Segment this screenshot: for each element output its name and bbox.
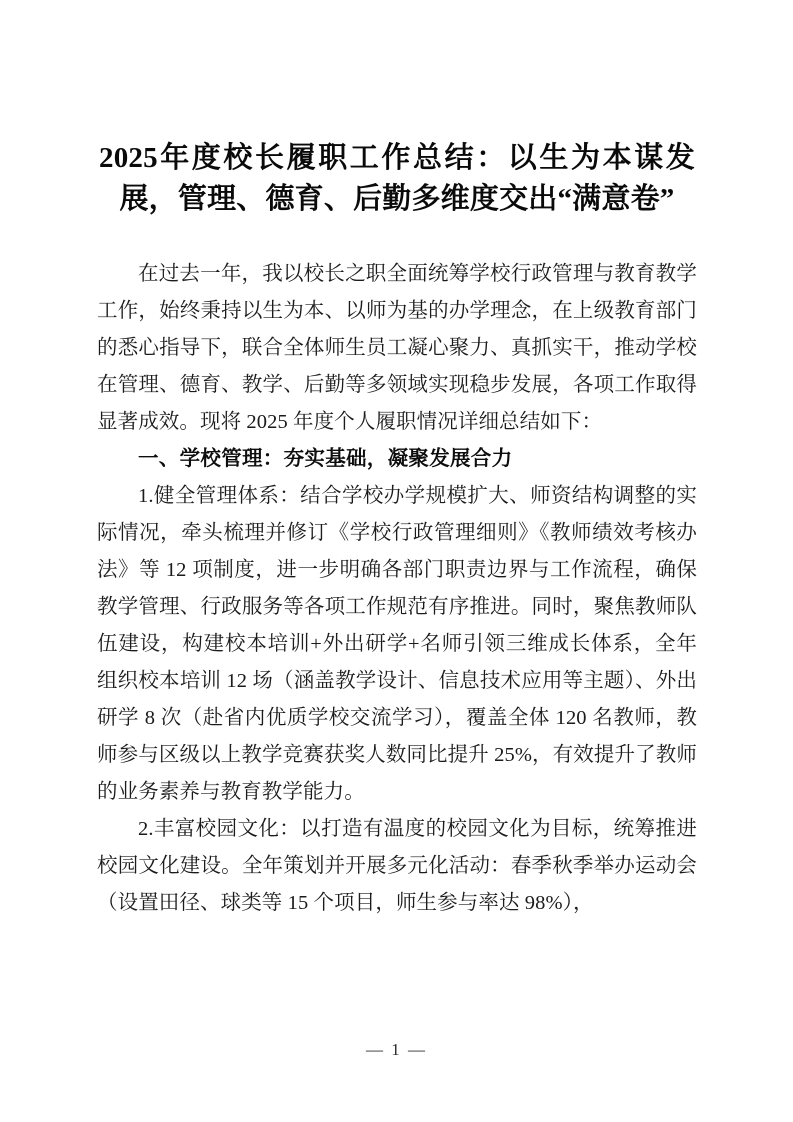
paragraph-item-1: 1.健全管理体系：结合学校办学规模扩大、师资结构调整的实际情况，牵头梳理并修订《学校行政管理细则》《教师绩效考核办法》等 12 项制度，进一步明确各部门职责边界与工作流程，确保教学管理、行政服务等各项工作规范有序推进。同时，聚焦教师队伍建设，构建校本培训+外出研学+名师引领三维成长体系，全年组织校本培训 12 场（涵盖教学设计、信息技术应用等主题）、外出研学 8 次（赴省内优质学校交流学习），覆盖全体 120 名教师，教师参与区级以上教学竞赛获奖人数同比提升 25%，有效提升了教师的业务素养与教育教学能力。 <box>97 485 697 803</box>
page-number-footer: — 1 — <box>366 1040 427 1059</box>
section-heading-school-management: 一、学校管理：夯实基础，凝聚发展合力 <box>138 448 513 470</box>
document-body <box>97 256 697 922</box>
page-title: 2025年度校长履职工作总结：以生为本谋发展，管理、德育、后勤多维度交出“满意卷” <box>99 142 695 215</box>
paragraph-item-2: 2.丰富校园文化：以打造有温度的校园文化为目标，统筹推进校园文化建设。全年策划并开展多元化活动：春季秋季举办运动会（设置田径、球类等 15 个项目，师生参与率达 98%）， <box>97 818 697 914</box>
paragraph-intro: 在过去一年，我以校长之职全面统筹学校行政管理与教育教学工作，始终秉持以生为本、以师为基的办学理念，在上级教育部门的悉心指导下，联合全体师生员工凝心聚力、真抓实干，推动学校在管理、德育、教学、后勤等多领域实现稳步发展，各项工作取得显著成效。现将 2025 年度个人履职情况详细总结如下： <box>97 263 697 433</box>
document-content <box>97 138 697 922</box>
